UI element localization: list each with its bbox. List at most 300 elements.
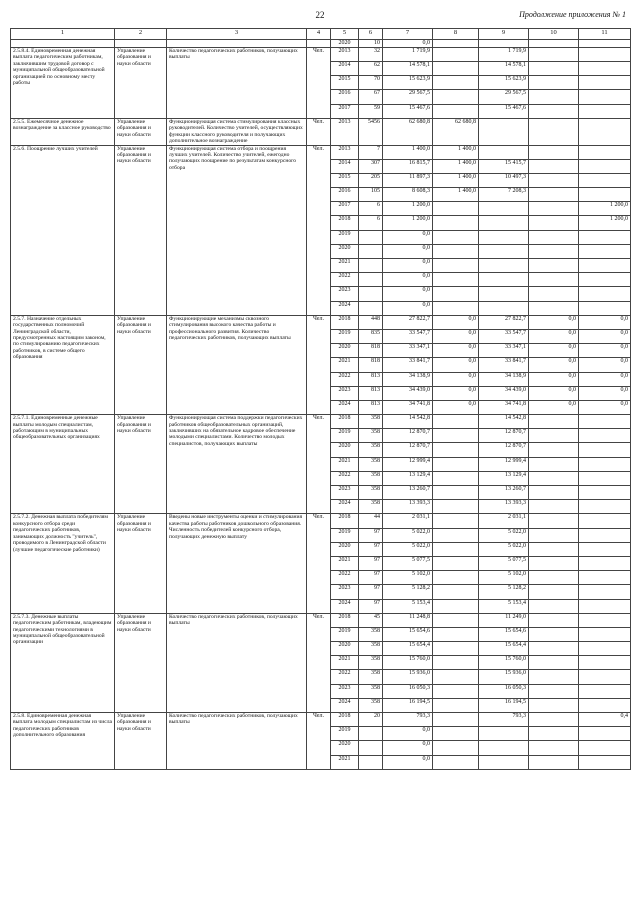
local-budget-cell: 0,0	[529, 400, 579, 414]
local-budget-cell: 0,0	[529, 372, 579, 386]
indicator-value-cell: 358	[359, 670, 383, 684]
table-row	[11, 713, 631, 727]
other-sources-cell: 1 200,0	[579, 216, 631, 230]
regional-budget-cell	[479, 118, 529, 145]
total-cell: 0,0	[383, 741, 433, 755]
indicator-value-cell	[359, 230, 383, 244]
executor-cell: Управление образования и науки области	[115, 118, 167, 145]
regional-budget-cell: 12 999,4	[479, 457, 529, 471]
year-cell: 2021	[331, 457, 359, 471]
other-sources-cell	[579, 90, 631, 104]
indicator-value-cell: 70	[359, 76, 383, 90]
table-row	[11, 315, 631, 329]
indicator-value-cell: 205	[359, 173, 383, 187]
indicator-value-cell: 97	[359, 599, 383, 613]
year-cell: 2018	[331, 216, 359, 230]
executor-cell: Управление образования и науки области	[115, 145, 167, 315]
local-budget-cell	[529, 429, 579, 443]
federal-budget-cell	[433, 514, 479, 528]
local-budget-cell	[529, 273, 579, 287]
total-cell: 13 129,4	[383, 471, 433, 485]
other-sources-cell: 0,0	[579, 344, 631, 358]
local-budget-cell	[529, 627, 579, 641]
indicator-value-cell: 813	[359, 372, 383, 386]
other-sources-cell	[579, 471, 631, 485]
regional-budget-cell: 13 393,3	[479, 500, 529, 514]
carry-over-row	[11, 40, 631, 48]
regional-budget-cell: 1 719,9	[479, 47, 529, 61]
regional-budget-cell	[479, 216, 529, 230]
unit-cell: Чел.	[307, 47, 331, 118]
local-budget-cell	[529, 670, 579, 684]
regional-budget-cell	[479, 755, 529, 769]
regional-budget-cell	[479, 230, 529, 244]
other-sources-cell	[579, 741, 631, 755]
local-budget-cell	[529, 202, 579, 216]
total-cell: 0,0	[383, 301, 433, 315]
indicator-value-cell	[359, 273, 383, 287]
other-sources-cell	[579, 656, 631, 670]
regional-budget-cell: 14 542,8	[479, 415, 529, 429]
indicator-value-cell: 358	[359, 684, 383, 698]
page-number: 22	[315, 10, 325, 20]
other-sources-cell	[579, 173, 631, 187]
federal-budget-cell	[433, 301, 479, 315]
indicator-value-cell: 97	[359, 571, 383, 585]
federal-budget-cell	[433, 755, 479, 769]
other-sources-cell	[579, 528, 631, 542]
local-budget-cell	[529, 514, 579, 528]
regional-budget-cell: 12 870,7	[479, 429, 529, 443]
local-budget-cell	[529, 599, 579, 613]
local-budget-cell	[529, 145, 579, 159]
regional-budget-cell: 13 260,7	[479, 486, 529, 500]
total-cell: 793,3	[383, 713, 433, 727]
regional-budget-cell: 15 654,6	[479, 627, 529, 641]
indicator-value-cell: 45	[359, 613, 383, 627]
federal-budget-cell: 1 400,0	[433, 159, 479, 173]
federal-budget-cell	[433, 585, 479, 599]
year-cell: 2015	[331, 76, 359, 90]
indicator-value-cell: 358	[359, 457, 383, 471]
regional-budget-cell	[479, 145, 529, 159]
other-sources-cell	[579, 104, 631, 118]
other-sources-cell	[579, 486, 631, 500]
executor-cell: Управление образования и науки области	[115, 514, 167, 613]
column-number: 5	[331, 29, 359, 40]
regional-budget-cell: 5 102,0	[479, 571, 529, 585]
regional-budget-cell: 11 249,0	[479, 613, 529, 627]
local-budget-cell: 0,0	[529, 329, 579, 343]
column-number: 11	[579, 29, 631, 40]
year-cell: 2013	[331, 145, 359, 159]
activity-cell: 2.5.7. Назначение отдельных государственных полномочий Ленинградской области, предусмотренных настоящим законом, по стимулированию педагогических работников, в системе общего образования	[11, 315, 115, 414]
other-sources-cell	[579, 287, 631, 301]
federal-budget-cell: 62 680,8	[433, 118, 479, 145]
federal-budget-cell: 0,0	[433, 358, 479, 372]
local-budget-cell	[529, 528, 579, 542]
local-budget-cell	[529, 90, 579, 104]
indicator-value-cell: 358	[359, 486, 383, 500]
federal-budget-cell: 1 400,0	[433, 173, 479, 187]
other-sources-cell	[579, 727, 631, 741]
unit-cell: Чел.	[307, 514, 331, 613]
other-sources-cell	[579, 684, 631, 698]
year-cell: 2018	[331, 613, 359, 627]
local-budget-cell: 0,0	[529, 358, 579, 372]
indicator-cell: Количество педагогических работников, получающих выплаты	[167, 713, 307, 770]
activity-cell: 2.5.7.1. Единовременные денежные выплаты молодым специалистам, работающим в муниципальных общеобразовательных организациях	[11, 415, 115, 514]
regional-budget-cell: 29 567,5	[479, 90, 529, 104]
indicator-value-cell: 97	[359, 542, 383, 556]
year-cell: 2018	[331, 514, 359, 528]
local-budget-cell	[529, 76, 579, 90]
year-cell: 2019	[331, 528, 359, 542]
total-cell: 8 608,3	[383, 188, 433, 202]
other-sources-cell	[579, 542, 631, 556]
indicator-value-cell	[359, 755, 383, 769]
year-cell: 2023	[331, 486, 359, 500]
year-cell: 2019	[331, 230, 359, 244]
year-cell: 2020	[331, 244, 359, 258]
local-budget-cell	[529, 698, 579, 712]
local-budget-cell	[529, 216, 579, 230]
regional-budget-cell: 34 439,0	[479, 386, 529, 400]
total-cell: 33 841,7	[383, 358, 433, 372]
other-sources-cell	[579, 571, 631, 585]
indicator-value-cell: 358	[359, 698, 383, 712]
other-sources-cell	[579, 415, 631, 429]
other-sources-cell	[579, 514, 631, 528]
regional-budget-cell: 15 467,6	[479, 104, 529, 118]
year-cell: 2020	[331, 642, 359, 656]
federal-budget-cell	[433, 627, 479, 641]
total-cell: 5 077,5	[383, 556, 433, 570]
carry-count: 10	[359, 40, 383, 48]
local-budget-cell	[529, 741, 579, 755]
federal-budget-cell	[433, 415, 479, 429]
local-budget-cell	[529, 230, 579, 244]
total-cell: 0,0	[383, 755, 433, 769]
total-cell: 11 897,3	[383, 173, 433, 187]
indicator-value-cell: 5456	[359, 118, 383, 145]
other-sources-cell	[579, 273, 631, 287]
local-budget-cell	[529, 457, 579, 471]
regional-budget-cell: 16 050,3	[479, 684, 529, 698]
total-cell: 0,0	[383, 287, 433, 301]
other-sources-cell	[579, 698, 631, 712]
column-number: 10	[529, 29, 579, 40]
total-cell: 0,0	[383, 259, 433, 273]
regional-budget-cell: 13 129,4	[479, 471, 529, 485]
regional-budget-cell: 793,3	[479, 713, 529, 727]
local-budget-cell	[529, 585, 579, 599]
federal-budget-cell: 0,0	[433, 315, 479, 329]
total-cell: 5 022,0	[383, 542, 433, 556]
local-budget-cell	[529, 62, 579, 76]
indicator-value-cell: 813	[359, 400, 383, 414]
table-row	[11, 118, 631, 145]
other-sources-cell	[579, 599, 631, 613]
total-cell: 15 654,4	[383, 642, 433, 656]
other-sources-cell	[579, 627, 631, 641]
indicator-value-cell: 97	[359, 528, 383, 542]
indicator-value-cell: 818	[359, 358, 383, 372]
indicator-value-cell: 358	[359, 443, 383, 457]
executor-cell: Управление образования и науки области	[115, 613, 167, 712]
indicator-value-cell	[359, 259, 383, 273]
activity-cell: 2.5.5. Ежемесячное денежное вознаграждение за классное руководство	[11, 118, 115, 145]
indicator-cell: Количество педагогических работников, получающих выплаты	[167, 47, 307, 118]
local-budget-cell	[529, 188, 579, 202]
regional-budget-cell: 16 194,5	[479, 698, 529, 712]
federal-budget-cell	[433, 429, 479, 443]
total-cell: 2 031,1	[383, 514, 433, 528]
local-budget-cell	[529, 684, 579, 698]
year-cell: 2019	[331, 627, 359, 641]
regional-budget-cell: 27 822,7	[479, 315, 529, 329]
carry-total: 0,0	[383, 40, 433, 48]
total-cell: 62 680,8	[383, 118, 433, 145]
indicator-value-cell: 6	[359, 216, 383, 230]
total-cell: 34 138,9	[383, 372, 433, 386]
year-cell: 2021	[331, 656, 359, 670]
total-cell: 34 741,8	[383, 400, 433, 414]
table-row	[11, 47, 631, 61]
year-cell: 2021	[331, 755, 359, 769]
other-sources-cell	[579, 145, 631, 159]
other-sources-cell: 0,0	[579, 386, 631, 400]
year-cell: 2014	[331, 159, 359, 173]
regional-budget-cell	[479, 202, 529, 216]
regional-budget-cell: 12 870,7	[479, 443, 529, 457]
total-cell: 0,0	[383, 727, 433, 741]
unit-cell: Чел.	[307, 613, 331, 712]
indicator-value-cell: 67	[359, 90, 383, 104]
federal-budget-cell: 0,0	[433, 400, 479, 414]
program-activities-table	[10, 28, 631, 770]
indicator-value-cell: 32	[359, 47, 383, 61]
year-cell: 2016	[331, 90, 359, 104]
local-budget-cell	[529, 118, 579, 145]
indicator-value-cell: 105	[359, 188, 383, 202]
year-cell: 2024	[331, 500, 359, 514]
year-cell: 2017	[331, 202, 359, 216]
unit-cell: Чел.	[307, 713, 331, 770]
indicator-value-cell: 62	[359, 62, 383, 76]
local-budget-cell	[529, 656, 579, 670]
activity-cell: 2.5.8. Единовременная денежная выплата молодым специалистам из числа педагогических работников дополнительного образования	[11, 713, 115, 770]
year-cell: 2015	[331, 173, 359, 187]
year-cell: 2013	[331, 47, 359, 61]
local-budget-cell	[529, 259, 579, 273]
federal-budget-cell	[433, 104, 479, 118]
indicator-value-cell: 44	[359, 514, 383, 528]
total-cell: 0,0	[383, 273, 433, 287]
column-number: 1	[11, 29, 115, 40]
other-sources-cell: 0,0	[579, 315, 631, 329]
regional-budget-cell: 15 654,4	[479, 642, 529, 656]
year-cell: 2020	[331, 443, 359, 457]
indicator-value-cell	[359, 244, 383, 258]
activity-cell: 2.5.8.4. Единовременная денежная выплата педагогическим работникам, заключившим трудовой договор с муниципальной общеобразовательной организацией по основному месту работы	[11, 47, 115, 118]
local-budget-cell: 0,0	[529, 344, 579, 358]
total-cell: 1 200,0	[383, 202, 433, 216]
unit-cell: Чел.	[307, 145, 331, 315]
regional-budget-cell: 15 415,7	[479, 159, 529, 173]
other-sources-cell	[579, 47, 631, 61]
other-sources-cell	[579, 159, 631, 173]
column-number: 8	[433, 29, 479, 40]
unit-cell: Чел.	[307, 118, 331, 145]
total-cell: 14 578,1	[383, 62, 433, 76]
year-cell: 2024	[331, 400, 359, 414]
local-budget-cell	[529, 727, 579, 741]
indicator-value-cell: 358	[359, 627, 383, 641]
other-sources-cell	[579, 642, 631, 656]
column-number: 3	[167, 29, 307, 40]
regional-budget-cell: 10 497,3	[479, 173, 529, 187]
indicator-value-cell: 307	[359, 159, 383, 173]
local-budget-cell	[529, 613, 579, 627]
indicator-value-cell: 818	[359, 344, 383, 358]
total-cell: 16 194,5	[383, 698, 433, 712]
other-sources-cell: 0,0	[579, 329, 631, 343]
regional-budget-cell	[479, 273, 529, 287]
federal-budget-cell: 0,0	[433, 329, 479, 343]
federal-budget-cell	[433, 727, 479, 741]
total-cell: 1 400,0	[383, 145, 433, 159]
local-budget-cell	[529, 415, 579, 429]
year-cell: 2023	[331, 287, 359, 301]
year-cell: 2022	[331, 471, 359, 485]
federal-budget-cell	[433, 542, 479, 556]
federal-budget-cell	[433, 684, 479, 698]
federal-budget-cell	[433, 62, 479, 76]
indicator-value-cell: 59	[359, 104, 383, 118]
indicator-cell: Функционирующая система поддержки педагогических работников общеобразовательных организаций, заключивших на обязательное кадровое обеспечение молодыми специалистами. Количество молодых специалистов, получающих выплаты	[167, 415, 307, 514]
indicator-value-cell	[359, 287, 383, 301]
total-cell: 15 623,9	[383, 76, 433, 90]
total-cell: 5 102,0	[383, 571, 433, 585]
other-sources-cell	[579, 230, 631, 244]
indicator-value-cell: 7	[359, 145, 383, 159]
other-sources-cell	[579, 613, 631, 627]
indicator-value-cell	[359, 727, 383, 741]
table-row	[11, 415, 631, 429]
local-budget-cell: 0,0	[529, 386, 579, 400]
federal-budget-cell	[433, 443, 479, 457]
local-budget-cell	[529, 47, 579, 61]
indicator-cell: Функционирующая система отбора и поощрения лучших учителей. Количество учителей, ежегодно получающих поощрение по результатам конкурсного отбора	[167, 145, 307, 315]
regional-budget-cell	[479, 244, 529, 258]
activity-cell: 2.5.7.3. Денежные выплаты педагогическим работникам, владеющим педагогическими технологиями в муниципальной общеобразовательной организации	[11, 613, 115, 712]
other-sources-cell	[579, 500, 631, 514]
total-cell: 16 050,3	[383, 684, 433, 698]
local-budget-cell	[529, 471, 579, 485]
federal-budget-cell	[433, 698, 479, 712]
federal-budget-cell	[433, 216, 479, 230]
year-cell: 2024	[331, 698, 359, 712]
indicator-value-cell	[359, 741, 383, 755]
local-budget-cell	[529, 104, 579, 118]
federal-budget-cell	[433, 202, 479, 216]
indicator-value-cell: 358	[359, 471, 383, 485]
indicator-value-cell: 6	[359, 202, 383, 216]
indicator-cell: Количество педагогических работников, получающих выплаты	[167, 613, 307, 712]
other-sources-cell	[579, 556, 631, 570]
other-sources-cell	[579, 118, 631, 145]
total-cell: 29 567,5	[383, 90, 433, 104]
year-cell: 2022	[331, 273, 359, 287]
local-budget-cell	[529, 287, 579, 301]
indicator-value-cell: 358	[359, 429, 383, 443]
other-sources-cell	[579, 429, 631, 443]
regional-budget-cell: 7 208,3	[479, 188, 529, 202]
regional-budget-cell: 15 760,0	[479, 656, 529, 670]
local-budget-cell	[529, 713, 579, 727]
regional-budget-cell: 5 022,0	[479, 528, 529, 542]
regional-budget-cell: 5 128,2	[479, 585, 529, 599]
total-cell: 12 870,7	[383, 443, 433, 457]
regional-budget-cell: 5 077,5	[479, 556, 529, 570]
other-sources-cell	[579, 188, 631, 202]
federal-budget-cell	[433, 244, 479, 258]
regional-budget-cell	[479, 727, 529, 741]
year-cell: 2024	[331, 301, 359, 315]
regional-budget-cell: 5 022,0	[479, 542, 529, 556]
year-cell: 2020	[331, 741, 359, 755]
year-cell: 2022	[331, 372, 359, 386]
year-cell: 2019	[331, 727, 359, 741]
year-cell: 2023	[331, 684, 359, 698]
regional-budget-cell: 5 153,4	[479, 599, 529, 613]
total-cell: 12 999,4	[383, 457, 433, 471]
other-sources-cell	[579, 755, 631, 769]
indicator-cell: Функционирующие механизмы сквозного стимулирования высокого качества работы и профессионального развития. Количество педагогических работников, получающих выплаты	[167, 315, 307, 414]
total-cell: 5 128,2	[383, 585, 433, 599]
indicator-value-cell: 448	[359, 315, 383, 329]
indicator-value-cell: 813	[359, 386, 383, 400]
other-sources-cell	[579, 259, 631, 273]
total-cell: 1 719,9	[383, 47, 433, 61]
federal-budget-cell: 0,0	[433, 386, 479, 400]
executor-cell: Управление образования и науки области	[115, 415, 167, 514]
other-sources-cell: 0,0	[579, 358, 631, 372]
other-sources-cell	[579, 443, 631, 457]
federal-budget-cell	[433, 500, 479, 514]
federal-budget-cell: 1 400,0	[433, 145, 479, 159]
executor-cell: Управление образования и науки области	[115, 315, 167, 414]
year-cell: 2019	[331, 429, 359, 443]
total-cell: 11 248,8	[383, 613, 433, 627]
activity-cell: 2.5.6. Поощрение лучших учителей	[11, 145, 115, 315]
column-number: 9	[479, 29, 529, 40]
unit-cell: Чел.	[307, 315, 331, 414]
federal-budget-cell: 0,0	[433, 344, 479, 358]
regional-budget-cell: 33 547,7	[479, 329, 529, 343]
year-cell: 2023	[331, 386, 359, 400]
federal-budget-cell	[433, 471, 479, 485]
indicator-value-cell: 358	[359, 500, 383, 514]
total-cell: 1 200,0	[383, 216, 433, 230]
other-sources-cell	[579, 670, 631, 684]
federal-budget-cell	[433, 528, 479, 542]
table-row	[11, 145, 631, 159]
regional-budget-cell: 15 623,9	[479, 76, 529, 90]
year-cell: 2018	[331, 713, 359, 727]
table-body	[11, 47, 631, 769]
